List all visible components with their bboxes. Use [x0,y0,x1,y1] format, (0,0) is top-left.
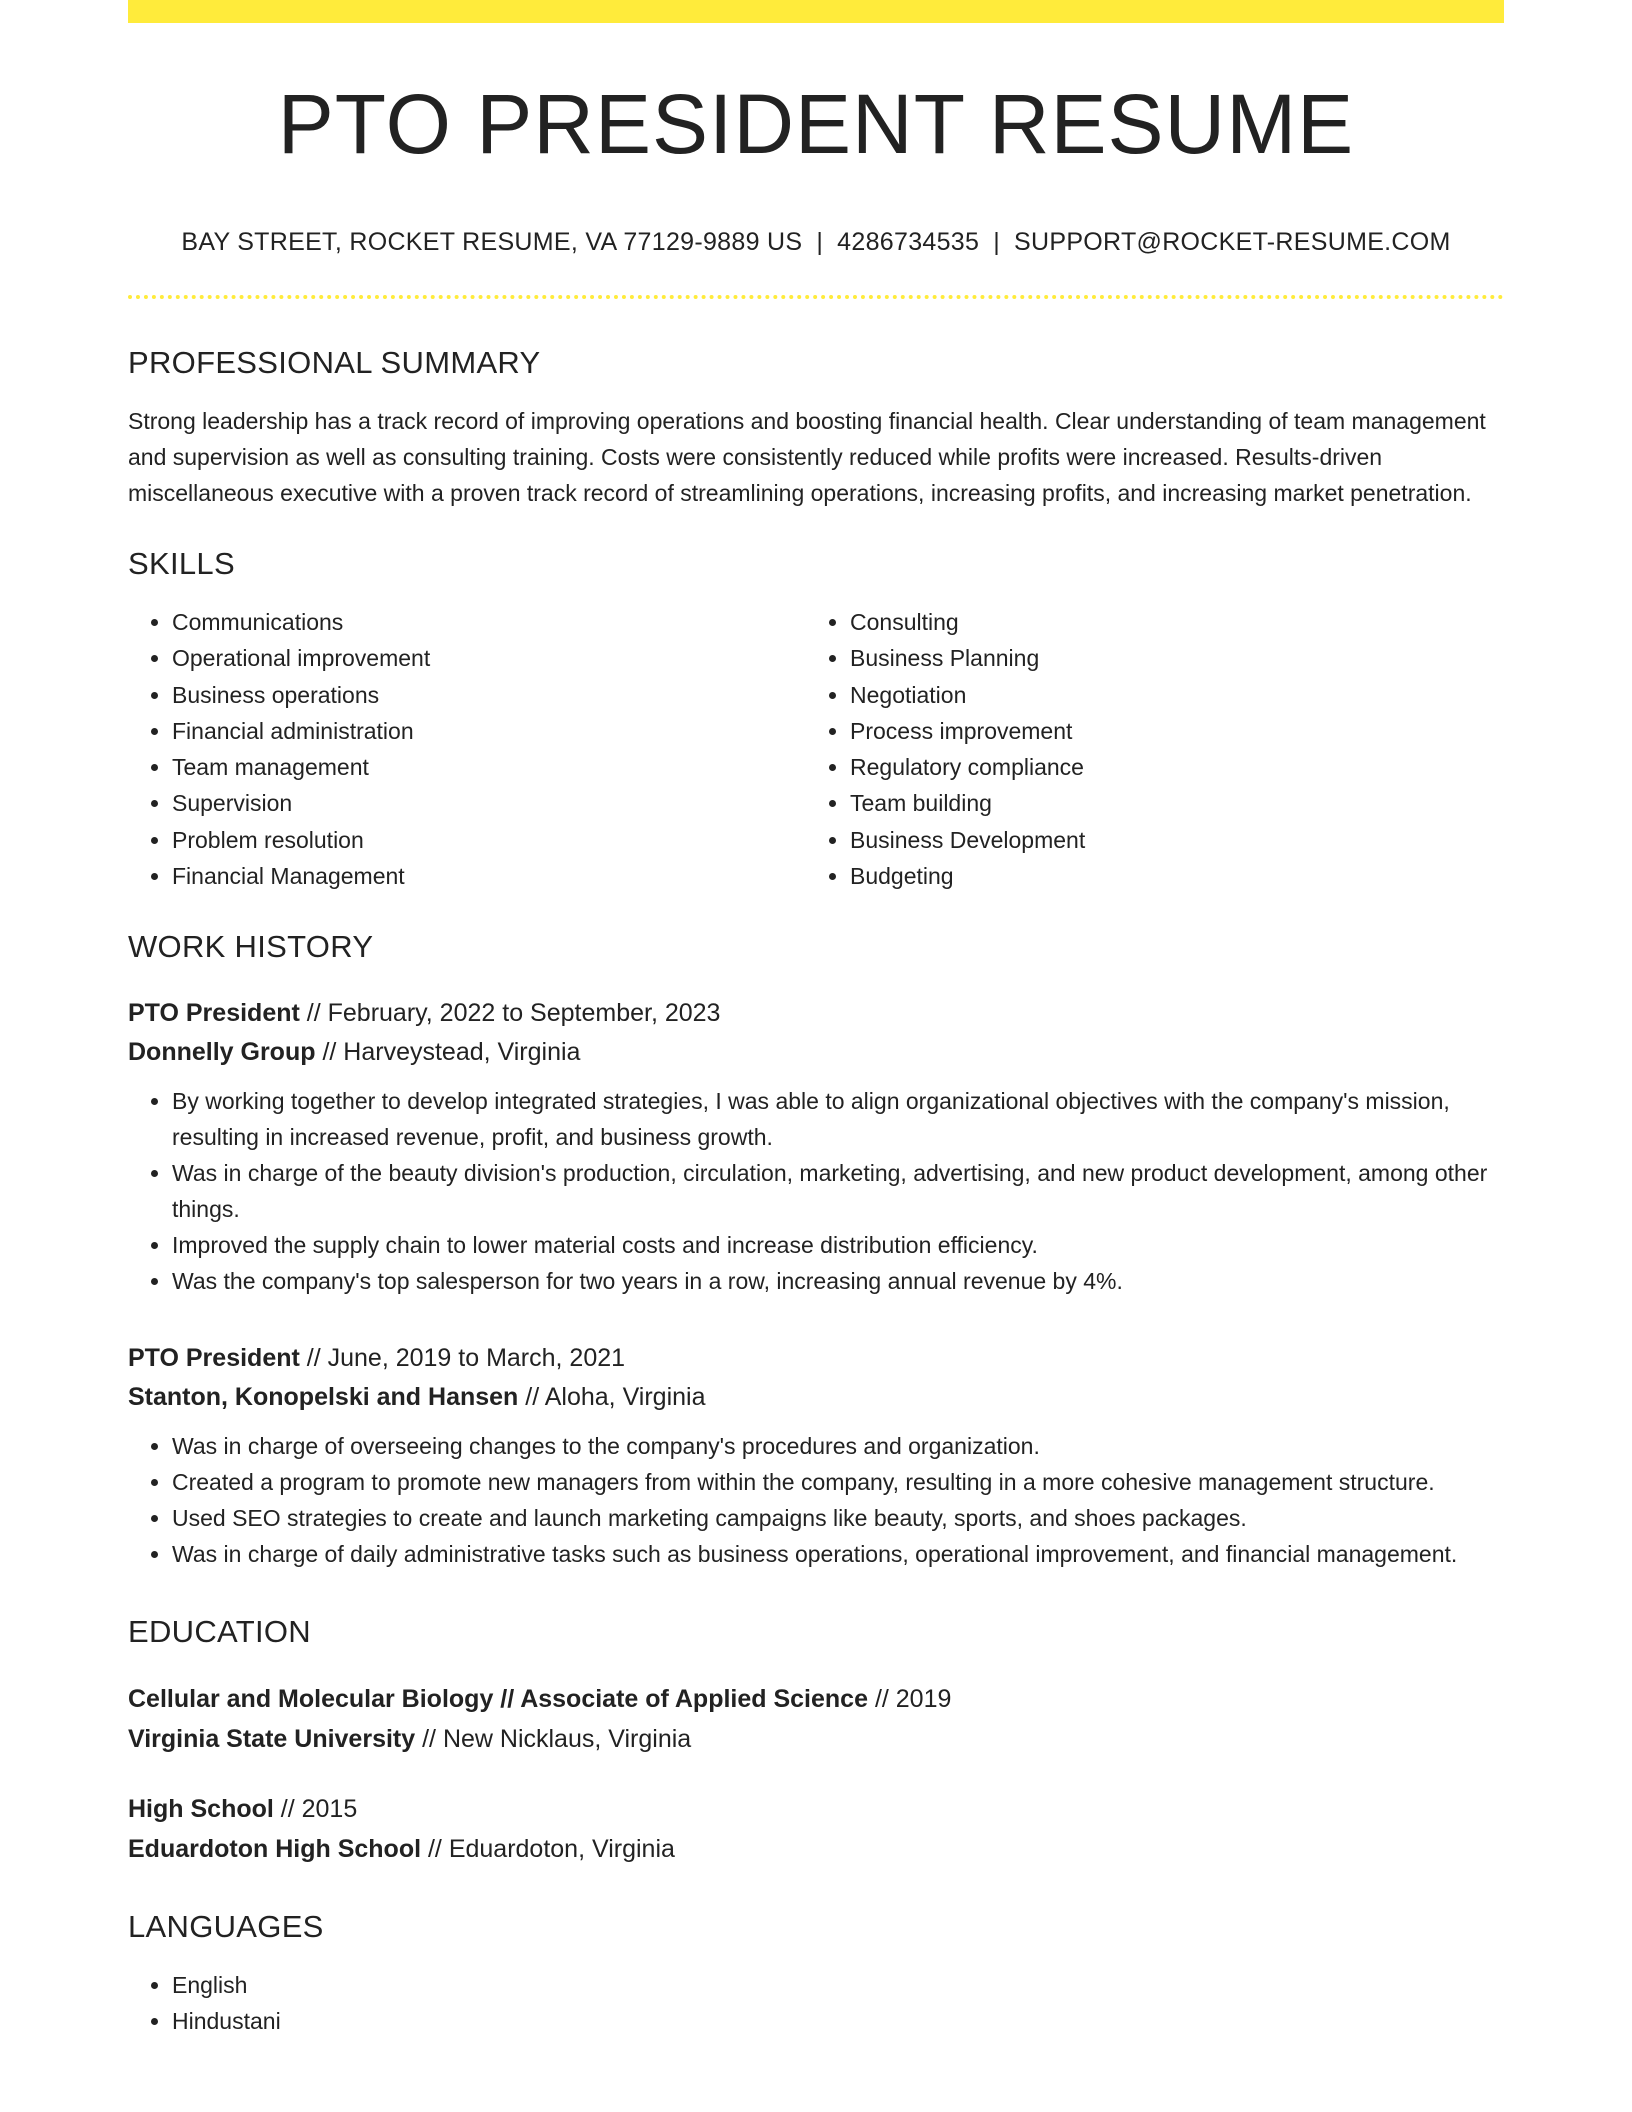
education-year: // 2019 [868,1685,952,1714]
skills-list-right [806,604,1484,894]
job-bullets [128,1083,1504,1299]
skill-item: • Team management [172,749,806,785]
education-location: // Eduardoton, Virginia [421,1835,675,1864]
job-company: Stanton, Konopelski and Hansen [128,1383,519,1412]
resume-page [128,0,1504,2039]
skill-item: • Business Planning [850,640,1484,676]
skill-item: • Negotiation [850,677,1484,713]
job-entry [128,1339,1504,1572]
skills-grid [128,604,1504,894]
job-bullet: • Was in charge of daily administrative tasks such as business operations, operational improvement, and financial management. [172,1536,1504,1572]
top-accent-bar [128,0,1504,23]
languages-list [128,1967,1504,2039]
resume-title: PTO PRESIDENT RESUME [277,77,1355,171]
education-heading: EDUCATION [128,1614,311,1650]
work-history-heading: WORK HISTORY [128,929,374,965]
education-degree-line [128,1789,1504,1829]
contact-email: SUPPORT@ROCKET-RESUME.COM [1014,228,1451,256]
skill-item: • Regulatory compliance [850,749,1484,785]
skill-item: • Process improvement [850,713,1484,749]
education-degree-line [128,1679,1504,1719]
skill-item: • Business operations [172,677,806,713]
skill-item: • Consulting [850,604,1484,640]
skill-item: • Business Development [850,822,1484,858]
job-bullet: • Was in charge of the beauty division's production, circulation, marketing, advertising, and new product development, among other things. [172,1155,1504,1227]
education-year: // 2015 [273,1795,358,1824]
contact-line [128,230,1504,255]
job-dates: // June, 2019 to March, 2021 [299,1344,626,1373]
summary-text: Strong leadership has a track record of improving operations and boosting financial health. Clear understanding of team management and supervision as well as consulting training. Costs were consistently reduced while profits were increased. Results-driven miscellaneous executive with a proven track record of streamlining operations, increasing profits, and increasing market penetration. [128,408,1486,506]
job-bullets [128,1428,1504,1572]
job-entry [128,994,1504,1299]
job-company-line [128,1378,1504,1417]
job-bullet: • Was the company's top salesperson for two years in a row, increasing annual revenue by 4%. [172,1263,1504,1299]
job-title-line [128,1339,1504,1378]
job-bullet: • Created a program to promote new managers from within the company, resulting in a more cohesive management structure. [172,1464,1504,1500]
job-bullet: • Was in charge of overseeing changes to the company's procedures and organization. [172,1428,1504,1464]
header-divider [128,295,1504,299]
education-school-line [128,1719,1504,1759]
job-bullet: • Used SEO strategies to create and launch marketing campaigns like beauty, sports, and shoes packages. [172,1500,1504,1536]
skill-item: • Operational improvement [172,640,806,676]
skill-item: • Supervision [172,785,806,821]
job-title: PTO President [128,1344,300,1373]
education-school: Eduardoton High School [128,1835,422,1864]
skill-item: • Financial Management [172,858,806,894]
job-dates: // February, 2022 to September, 2023 [299,999,721,1028]
summary-heading: PROFESSIONAL SUMMARY [128,345,541,380]
job-title: PTO President [128,999,300,1028]
education-entry [128,1679,1504,1759]
skills-list-left [128,604,806,894]
job-company: Donnelly Group [128,1038,316,1067]
languages-heading: LANGUAGES [128,1909,324,1945]
job-location: // Harveystead, Virginia [315,1038,581,1067]
language-item: • English [172,1967,1504,2003]
job-company-line [128,1033,1504,1072]
contact-separator: | [816,228,824,256]
contact-phone: 4286734535 [837,228,980,256]
education-entry [128,1789,1504,1869]
contact-separator: | [993,228,1001,256]
skill-item: • Problem resolution [172,822,806,858]
education-degree: High School [128,1795,274,1824]
skill-item: • Communications [172,604,806,640]
education-location: // New Nicklaus, Virginia [415,1725,692,1754]
education-school-line [128,1829,1504,1869]
skills-heading: SKILLS [128,546,235,581]
skill-item: • Budgeting [850,858,1484,894]
job-bullet: • Improved the supply chain to lower material costs and increase distribution efficiency. [172,1227,1504,1263]
education-degree: Cellular and Molecular Biology // Associate of Applied Science [128,1685,868,1714]
job-location: // Aloha, Virginia [518,1383,706,1412]
language-item: • Hindustani [172,2003,1504,2039]
skill-item: • Team building [850,785,1484,821]
contact-address: BAY STREET, ROCKET RESUME, VA 77129-9889 US [181,228,803,256]
skill-item: • Financial administration [172,713,806,749]
job-title-line [128,994,1504,1033]
job-bullet: • By working together to develop integrated strategies, I was able to align organizational objectives with the company's mission, resulting in increased revenue, profit, and business growth. [172,1083,1504,1155]
education-school: Virginia State University [128,1725,416,1754]
